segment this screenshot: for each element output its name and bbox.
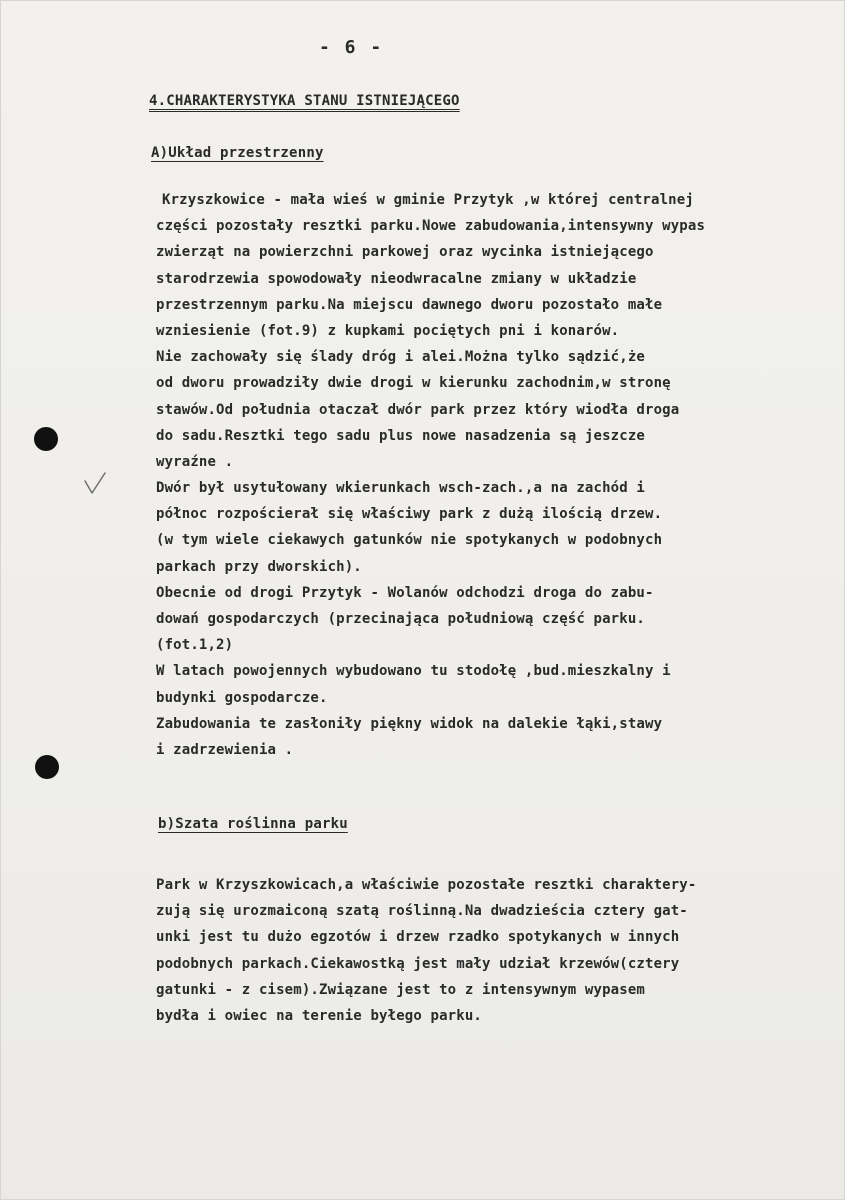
text-line: parkach przy dworskich). (156, 558, 362, 575)
text-line: Nie zachowały się ślady dróg i alei.Można tylko sądzić,że (156, 349, 645, 366)
text-line: Obecnie od drogi Przytyk - Wolanów odchodzi droga do zabu- (156, 584, 654, 601)
text-line: gatunki - z cisem).Związane jest to z intensywnym wypasem (156, 981, 645, 998)
text-line: budynki gospodarcze. (156, 689, 328, 706)
punch-hole (34, 427, 58, 451)
text-line: Dwór był usytułowany wkierunkach wsch-zach.,a na zachód i (156, 480, 645, 497)
section-heading: 4.CHARAKTERYSTYKA STANU ISTNIEJĄCEGO (149, 93, 460, 109)
text-line: starodrzewia spowodowały nieodwracalne zmiany w układzie (156, 270, 637, 287)
pencil-checkmark-icon (81, 469, 109, 499)
text-line: stawów.Od południa otaczał dwór park przez który wiodła droga (156, 401, 680, 418)
subsection-b-title: b)Szata roślinna parku (158, 816, 348, 832)
text-line: do sadu.Resztki tego sadu plus nowe nasadzenia są jeszcze (156, 427, 645, 444)
text-line: Krzyszkowice - mała wieś w gminie Przytyk ,w której centralnej (162, 192, 694, 208)
text-line: (w tym wiele ciekawych gatunków nie spotykanych w podobnych (156, 532, 663, 549)
subsection-b-body (156, 872, 826, 1029)
text-line: północ rozpościerał się właściwy park z dużą ilością drzew. (156, 506, 663, 523)
text-line: dowań gospodarczych (przecinająca południową część parku. (156, 611, 645, 627)
text-line: od dworu prowadziły dwie drogi w kierunku zachodnim,w stronę (156, 375, 671, 392)
text-line: bydła i owiec na terenie byłego parku. (156, 1007, 482, 1024)
text-line: zują się urozmaiconą szatą roślinną.Na dwadzieścia cztery gat- (156, 903, 688, 920)
text-line: zwierząt na powierzchni parkowej oraz wycinka istniejącego (156, 244, 654, 261)
text-line: (fot.1,2) (156, 637, 234, 654)
punch-hole (35, 755, 59, 779)
text-line: podobnych parkach.Ciekawostką jest mały udział krzewów(cztery (156, 955, 680, 972)
subsection-a-title: A)Układ przestrzenny (151, 145, 324, 161)
text-line: wyraźne . (156, 453, 234, 470)
text-line: Zabudowania te zasłoniły piękny widok na dalekie łąki,stawy (156, 715, 663, 732)
text-line: i zadrzewienia . (156, 741, 294, 758)
subsection-a-body (156, 187, 826, 763)
text-line: W latach powojennych wybudowano tu stodołę ,bud.mieszkalny i (156, 663, 671, 680)
text-line: części pozostały resztki parku.Nowe zabudowania,intensywny wypas (156, 218, 706, 235)
text-line: przestrzennym parku.Na miejscu dawnego dworu pozostało małe (156, 296, 663, 313)
page-number: - 6 - (319, 37, 384, 58)
text-line: Park w Krzyszkowicach,a właściwie pozostałe resztki charaktery- (156, 877, 697, 893)
text-line: unki jest tu dużo egzotów i drzew rzadko spotykanych w innych (156, 929, 680, 946)
text-line: wzniesienie (fot.9) z kupkami pociętych pni i konarów. (156, 322, 620, 339)
